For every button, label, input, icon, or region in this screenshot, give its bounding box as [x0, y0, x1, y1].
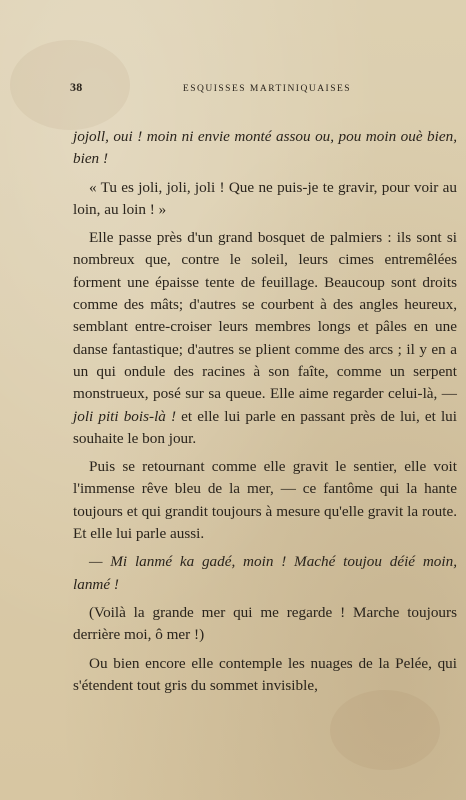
paragraph-segment: — Mi lanmé ka gadé, moin ! Maché toujou déié moin, lanmé !: [73, 553, 457, 593]
page-body: [73, 126, 457, 703]
paragraph: [73, 126, 457, 171]
paragraph: [73, 602, 457, 647]
page-header: [70, 80, 410, 100]
paragraph: [73, 456, 457, 545]
paragraph-segment: et elle lui parle en passant près de lui, et lui souhaite le bon jour.: [73, 407, 457, 447]
paragraph: [73, 551, 457, 596]
running-title: ESQUISSES MARTINIQUAISES: [182, 84, 352, 94]
paragraph-segment: jojoll, oui ! moin ni envie monté assou ou, pou moin ouè bien, bien !: [73, 128, 457, 168]
paragraph: [73, 227, 457, 450]
paragraph-segment: Elle passe près d'un grand bosquet de palmiers : ils sont si nombreux que, contre le soleil, leurs cimes entremêlées forment une épaisse tente de feuillage. Beaucoup sont droits comme des mâts; d'autres se courbent à des angles heureux, semblant entre-croiser leurs membres longs et pâles en une danse fantastique; d'autres se plient comme des arcs ; il y en a un qui ondule des racines à son faîte, comme un serpent monstrueux, posé sur sa queue. Elle aime regarder celui-là, —: [73, 229, 457, 403]
paragraph-segment: Ou bien encore elle contemple les nuages de la Pelée, qui s'étendent tout gris du sommet invisible,: [73, 654, 457, 694]
paragraph: [73, 177, 457, 222]
paragraph-segment: « Tu es joli, joli, joli ! Que ne puis-je te gravir, pour voir au loin, au loin ! »: [73, 178, 457, 218]
page-number: 38: [70, 80, 83, 94]
paragraph-segment: Puis se retournant comme elle gravit le sentier, elle voit l'immense rêve bleu de la mer, — ce fantôme qui la hante toujours et qui grandit toujours à mesure qu'elle gravit la route. Et elle lui parle aussi.: [73, 458, 457, 543]
paragraph-segment: joli piti bois-là !: [73, 407, 177, 425]
paragraph: [73, 653, 457, 698]
paragraph-segment: (Voilà la grande mer qui me regarde ! Marche toujours derrière moi, ô mer !): [73, 603, 457, 644]
